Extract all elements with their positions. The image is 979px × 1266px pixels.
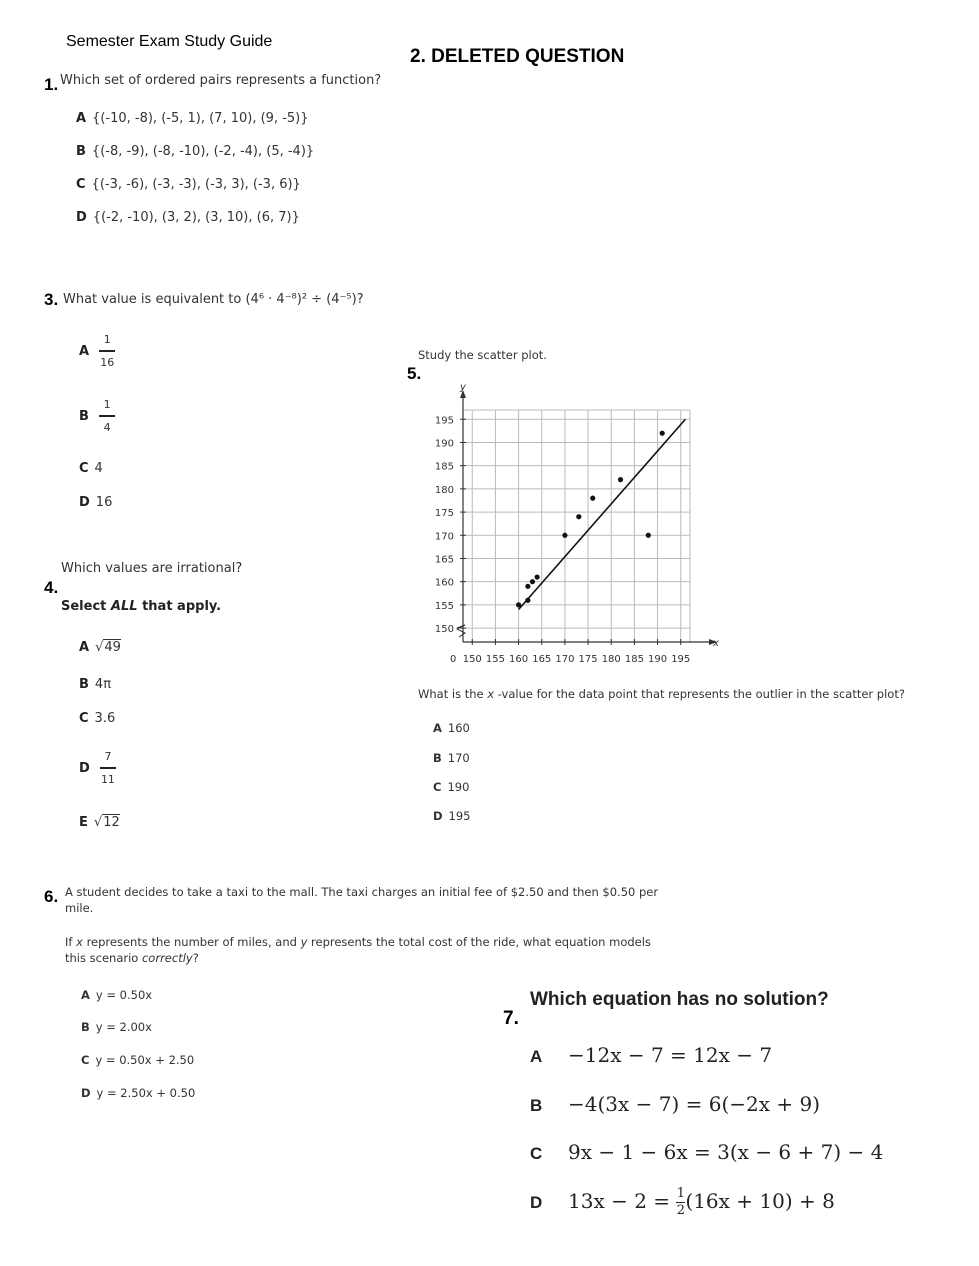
q6-text-line2: mile. bbox=[65, 901, 94, 915]
option-letter: D bbox=[81, 1086, 91, 1100]
option-letter: C bbox=[433, 780, 442, 794]
y-tick-label: 150 bbox=[434, 624, 454, 636]
data-point bbox=[660, 431, 665, 436]
x-tick-label: 170 bbox=[555, 654, 575, 665]
deleted-question-label: 2. DELETED QUESTION bbox=[410, 46, 625, 67]
data-point bbox=[525, 584, 530, 589]
option-letter: D bbox=[79, 760, 90, 776]
y-tick-label: 165 bbox=[434, 554, 454, 566]
q7-option-d[interactable] bbox=[530, 1188, 835, 1217]
x-tick-label: 195 bbox=[671, 654, 691, 665]
option-equation: 13x − 2 = $\frac{1}{2}$ (16x + 10) + 8 bbox=[568, 1186, 835, 1218]
axis-break bbox=[457, 625, 465, 637]
option-letter: B bbox=[79, 408, 89, 424]
option-text: 4 bbox=[94, 461, 103, 476]
q4-option-d[interactable] bbox=[79, 750, 116, 786]
q1-option-b[interactable] bbox=[76, 144, 314, 159]
option-equation: −12x − 7 = 12x − 7 bbox=[568, 1043, 773, 1067]
q1-option-c[interactable] bbox=[76, 177, 301, 192]
option-letter: A bbox=[79, 343, 90, 359]
q5-question: What is the x -value for the data point that represents the outlier in the scatter plot? bbox=[418, 687, 905, 701]
q3-text: What value is equivalent to (4⁶ · 4⁻⁸)² ÷ (4⁻⁵)? bbox=[63, 292, 364, 307]
y-tick-label: 185 bbox=[434, 461, 454, 473]
x-tick-label: 160 bbox=[509, 654, 529, 665]
option-letter: E bbox=[79, 815, 88, 830]
option-text: y = 0.50x bbox=[95, 988, 153, 1002]
option-text: {(-8, -9), (-8, -10), (-2, -4), (5, -4)} bbox=[91, 144, 315, 159]
q1-option-a[interactable] bbox=[76, 111, 309, 126]
y-axis-label: y bbox=[460, 382, 466, 393]
q6-text-line1: A student decides to take a taxi to the mall. The taxi charges an initial fee of $2.50 and then $0.50 per bbox=[65, 885, 659, 899]
option-letter: C bbox=[79, 461, 89, 476]
option-letter: C bbox=[76, 177, 86, 192]
q7-option-a[interactable] bbox=[530, 1043, 772, 1067]
x-tick-label: 165 bbox=[532, 654, 552, 665]
option-letter: C bbox=[81, 1053, 90, 1067]
q5-intro: Study the scatter plot. bbox=[418, 348, 547, 362]
data-point bbox=[525, 598, 530, 603]
option-letter: D bbox=[76, 210, 87, 225]
option-text: y = 2.50x + 0.50 bbox=[96, 1086, 196, 1100]
y-tick-label: 170 bbox=[434, 531, 454, 543]
plot-axes bbox=[450, 382, 719, 665]
q4-instruction: Select ALL that apply. bbox=[61, 599, 222, 614]
option-letter: C bbox=[530, 1144, 543, 1163]
plot-ticks bbox=[435, 415, 690, 665]
q6-option-c[interactable] bbox=[81, 1053, 194, 1067]
option-text: y = 0.50x + 2.50 bbox=[95, 1053, 195, 1067]
q3-option-d[interactable] bbox=[79, 495, 112, 510]
option-letter: A bbox=[79, 640, 90, 655]
data-point bbox=[530, 579, 535, 584]
x-tick-label: 175 bbox=[578, 654, 598, 665]
x-tick-label: 155 bbox=[485, 654, 505, 665]
x-tick-label: 150 bbox=[462, 654, 482, 665]
numerator: 7 bbox=[104, 750, 112, 763]
q4-option-c[interactable] bbox=[79, 711, 115, 726]
option-text: 195 bbox=[448, 809, 471, 823]
q3-option-b[interactable] bbox=[79, 398, 115, 434]
radicand: 49 bbox=[104, 640, 121, 655]
numerator: 1 bbox=[103, 333, 111, 346]
trend-line bbox=[519, 419, 686, 609]
scatter-plot bbox=[420, 380, 730, 670]
option-text: 160 bbox=[447, 721, 470, 735]
fraction bbox=[99, 398, 115, 434]
data-point bbox=[590, 496, 595, 501]
q4-number: 4. bbox=[44, 578, 59, 597]
q1-text: Which set of ordered pairs represents a function? bbox=[60, 73, 382, 88]
option-text: 4π bbox=[94, 677, 112, 692]
x-tick-label: 185 bbox=[624, 654, 644, 665]
data-point bbox=[576, 514, 581, 519]
data-point bbox=[516, 602, 521, 607]
radical-sign: √ bbox=[95, 640, 104, 655]
q5-option-c[interactable] bbox=[433, 780, 469, 794]
y-tick-label: 195 bbox=[434, 415, 454, 427]
q7-text: Which equation has no solution? bbox=[530, 989, 829, 1010]
option-letter: A bbox=[76, 111, 87, 126]
q6-prompt-line1: If x represents the number of miles, and y represents the total cost of the ride, what equation models bbox=[65, 935, 651, 949]
option-letter: B bbox=[530, 1096, 543, 1115]
option-text: {(-3, -6), (-3, -3), (-3, 3), (-3, 6)} bbox=[91, 177, 301, 192]
q4-text: Which values are irrational? bbox=[61, 561, 243, 576]
q6-prompt-line2: this scenario correctly? bbox=[65, 951, 199, 965]
q6-option-a[interactable] bbox=[81, 988, 152, 1002]
q4-option-a[interactable] bbox=[79, 640, 121, 655]
denominator: 16 bbox=[100, 356, 115, 369]
y-tick-label: 175 bbox=[434, 508, 454, 520]
option-letter: D bbox=[79, 495, 90, 510]
q7-option-c[interactable] bbox=[530, 1140, 883, 1164]
q5-option-d[interactable] bbox=[433, 809, 471, 823]
q7-number: 7. bbox=[503, 1008, 519, 1029]
q4-option-b[interactable] bbox=[79, 677, 111, 692]
numerator: 1 bbox=[103, 398, 111, 411]
q3-option-a[interactable] bbox=[79, 333, 115, 369]
radical-sign: √ bbox=[93, 815, 103, 830]
option-text: 3.6 bbox=[94, 711, 116, 726]
y-tick-label: 155 bbox=[434, 600, 454, 612]
option-text: 190 bbox=[447, 780, 470, 794]
origin-label: 0 bbox=[450, 654, 457, 665]
q4-option-e[interactable] bbox=[79, 815, 120, 830]
option-letter: C bbox=[79, 711, 89, 726]
option-text: {(-2, -10), (3, 2), (3, 10), (6, 7)} bbox=[92, 210, 300, 225]
radicand: 12 bbox=[103, 815, 120, 830]
q1-number: 1. bbox=[44, 75, 59, 94]
fraction bbox=[99, 333, 115, 369]
option-letter: B bbox=[81, 1020, 90, 1034]
q6-option-b[interactable] bbox=[81, 1020, 152, 1034]
y-tick-label: 160 bbox=[434, 577, 454, 589]
q6-number: 6. bbox=[44, 887, 59, 906]
option-letter: D bbox=[433, 809, 443, 823]
plot-grid bbox=[463, 410, 690, 642]
option-text: {(-10, -8), (-5, 1), (7, 10), (9, -5)} bbox=[92, 111, 309, 126]
option-letter: A bbox=[530, 1047, 543, 1066]
q3-number: 3. bbox=[44, 290, 59, 309]
option-letter: B bbox=[76, 144, 86, 159]
q5-number: 5. bbox=[407, 364, 422, 383]
option-letter: D bbox=[530, 1193, 543, 1212]
x-tick-label: 180 bbox=[601, 654, 621, 665]
q1-option-d[interactable] bbox=[76, 210, 300, 225]
page-title: Semester Exam Study Guide bbox=[66, 33, 273, 50]
x-tick-label: 190 bbox=[648, 654, 668, 665]
option-letter: A bbox=[81, 988, 90, 1002]
x-axis-label: x bbox=[713, 638, 719, 649]
q5-option-b[interactable] bbox=[433, 751, 470, 765]
option-text: 170 bbox=[447, 751, 470, 765]
fraction bbox=[100, 750, 116, 786]
option-text: y = 2.00x bbox=[95, 1020, 152, 1034]
option-equation: −4(3x − 7) = 6(−2x + 9) bbox=[568, 1092, 821, 1116]
data-point bbox=[618, 477, 623, 482]
q5-option-a[interactable] bbox=[433, 721, 470, 735]
denominator: 11 bbox=[100, 773, 115, 786]
q7-option-b[interactable] bbox=[530, 1092, 820, 1116]
data-point bbox=[562, 533, 567, 538]
y-tick-label: 180 bbox=[434, 484, 454, 496]
data-point bbox=[535, 574, 540, 579]
data-point bbox=[646, 533, 651, 538]
fraction: $\frac{1}{2}$ bbox=[676, 1186, 686, 1218]
q3-option-c[interactable] bbox=[79, 461, 103, 476]
option-letter: B bbox=[433, 751, 442, 765]
y-tick-label: 190 bbox=[434, 438, 454, 450]
option-letter: A bbox=[433, 721, 442, 735]
option-equation: 9x − 1 − 6x = 3(x − 6 + 7) − 4 bbox=[568, 1140, 884, 1164]
q6-option-d[interactable] bbox=[81, 1086, 195, 1100]
option-letter: B bbox=[79, 677, 89, 692]
denominator: 4 bbox=[103, 421, 111, 434]
option-text: 16 bbox=[95, 495, 113, 510]
